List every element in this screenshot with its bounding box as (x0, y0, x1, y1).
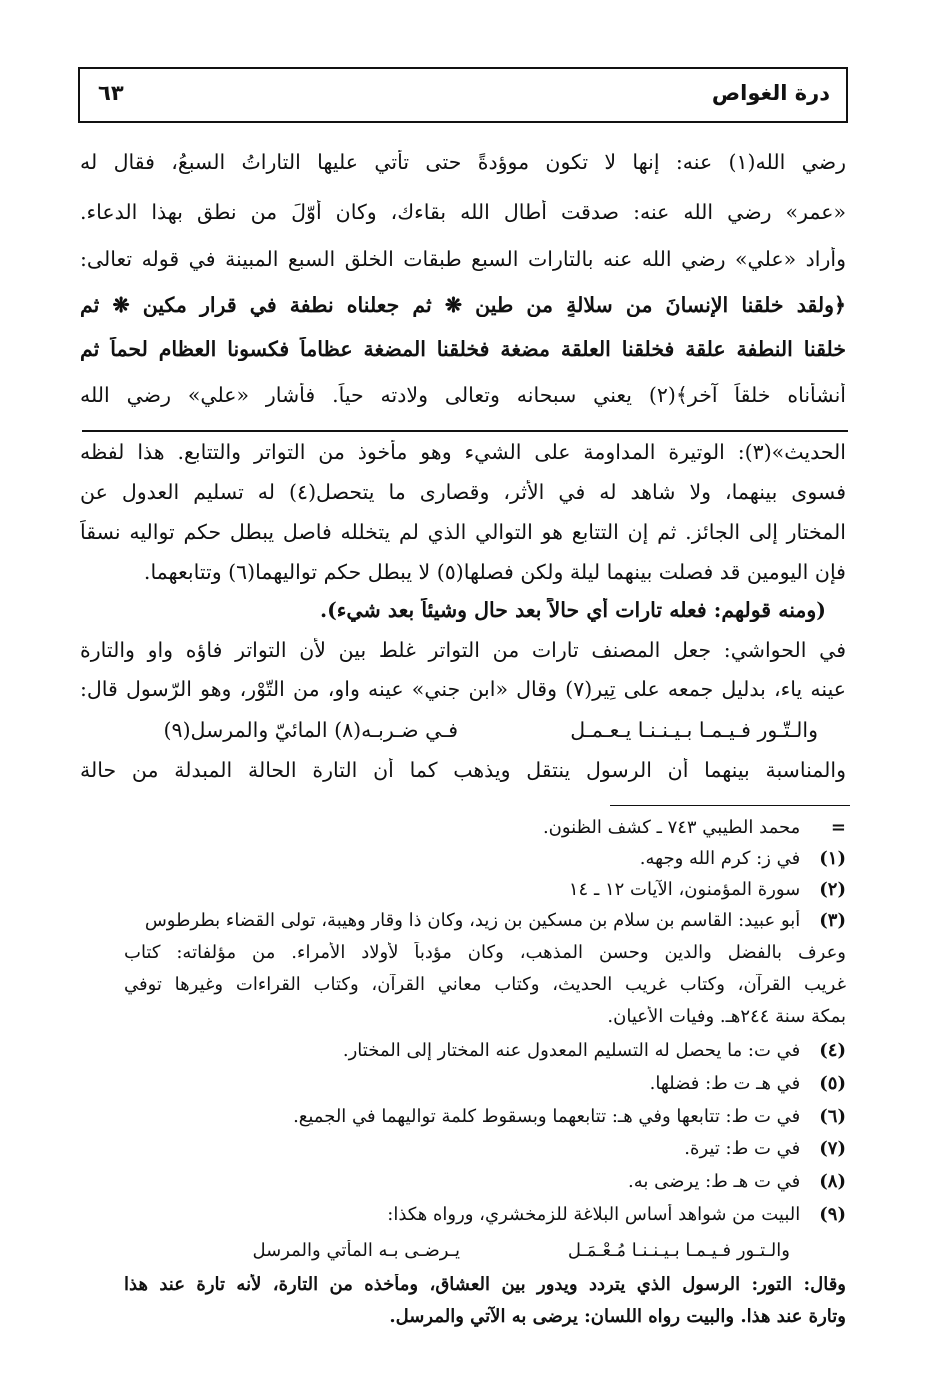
footnote-number: (٨) (819, 1171, 846, 1192)
footnote (80, 1040, 846, 1061)
body-line: وأراد «علي» رضي الله عنه بالتارات السبع طبقات الخلق السبع المبينة في قوله تعالى: (80, 247, 846, 271)
footnote-number: (٩) (819, 1204, 846, 1225)
footnote-continuation: غريب القرآن، وكتاب غريب الحديث، وكتاب معاني القرآن، وكتاب القراءات وغيرها توفي (124, 974, 846, 995)
body-line: «عمر» رضي الله عنه: صدقت أطال الله بقاءك، وكان أوّلَ من نطق بهذا الدعاء. (80, 200, 846, 224)
footnote-number: = (830, 817, 846, 838)
footnote (80, 1073, 846, 1094)
footnote (80, 879, 846, 900)
body-line: أنشأناه خلقاً آخر﴾(٢) يعني سبحانه وتعالى ولادته حياً. فأشار «علي» رضي الله (80, 383, 846, 407)
footnote-verse-hemistich-2: يـرضـى بـه المأتي والمرسل (252, 1240, 460, 1261)
footnote-number: (٦) (819, 1106, 846, 1127)
footnote-number: (٢) (819, 879, 846, 900)
section-heading: (ومنه قولهم: فعله تارات أي حالاً بعد حال وشيئاً بعد شيء). (319, 598, 826, 622)
footnote-text: في هـ ت ط: فضلها. (649, 1073, 801, 1094)
footnote-text: أبو عبيد: القاسم بن سلام بن مسكين بن زيد، وكان ذا وقار وهيبة، تولى القضاء بطرطوس (144, 910, 801, 931)
body-line: رضي الله(١) عنه: إنها لا تكون موؤدةً حتى تأتي عليها التاراتُ السبعُ، فقال له (80, 150, 846, 174)
running-header (78, 67, 848, 123)
body-line: فسوى بينهما، ولا شاهد له في الأثر، وقصارى ما يتحصل(٤) له تسليم العدول عن (80, 480, 846, 504)
quran-verse-line: ﴿ولقد خلقنا الإنسانَ من سلالةٍ من طين ❋ ثم جعلناه نطفة في قرار مكين ❋ ثم (80, 293, 846, 317)
footnote-continuation: وقال: التور: الرسول الذي يتردد ويدور بين العشاق، ومأخذه من التارة، لأنه تارة عند هذا (124, 1274, 846, 1295)
footnote-number: (٧) (819, 1138, 846, 1159)
footnote (80, 1138, 846, 1159)
footnote (80, 1171, 846, 1192)
body-line: والمناسبة بينهما أن الرسول ينتقل ويذهب كما أن التارة الحالة المبدلة من حالة (80, 758, 846, 782)
verse-hemistich-2: فـي ضـربـه(٨) المائيّ والمرسل(٩) (163, 718, 458, 742)
footnote-text: في ت هـ ط: يرضى به. (628, 1171, 801, 1192)
footnote (80, 910, 846, 931)
header-title: درة الغواص (711, 81, 830, 105)
footnote-number: (٥) (819, 1073, 846, 1094)
page-number: ٦٣ (98, 81, 124, 105)
body-line: في الحواشي: جعل المصنف تارات من التواتر غلط بين لأن التواتر فاؤه واو والتارة (80, 638, 846, 662)
footnote-continuation: وتارة عند هذا. والبيت رواه اللسان: يرضى به الآتي والمرسل. (389, 1306, 846, 1327)
footnote-text: في ز: كرم الله وجهه. (639, 848, 801, 869)
body-line: عينه ياء، بدليل جمعه على تِير(٧) وقال «ابن جني» عينه واو، من التّوْر، وهو الرّسول قال: (80, 677, 846, 701)
footnote (80, 1106, 846, 1127)
footnote-continuation: وعرف بالفضل والدين وحسن المذهب، وكان مؤدباً لأولاد الأمراء. من مؤلفاته: كتاب (124, 942, 846, 963)
footnote-text: سورة المؤمنون، الآيات ١٢ ـ ١٤ (568, 879, 801, 900)
body-line: فإن اليومين قد فصلت بينهما ليلة ولكن فصلها(٥) لا يبطل حكم تواليهما(٦) وتتابعهما. (143, 560, 846, 584)
footnote-text: في ت: ما يحصل له التسليم المعدول عنه المختار إلى المختار. (342, 1040, 801, 1061)
footnote-text: في ت ط: تيرة. (684, 1138, 801, 1159)
footnote-continuation: بمكة سنة ٢٤٤هـ. وفيات الأعيان. (607, 1006, 846, 1027)
footnote-number: (١) (819, 848, 846, 869)
footnote (80, 848, 846, 869)
verse-hemistich-1: والـتّـور فـيـمـا بـيـنـنـا يـعـمـل (570, 718, 818, 742)
footnote-text: البيت من شواهد أساس البلاغة للزمخشري، ورواه هكذا: (387, 1204, 801, 1225)
body-line: الحديث»(٣): الوتيرة المداومة على الشيء وهو مأخوذ من التواتر والتتابع. هذا لفظه (80, 440, 846, 464)
footnote-verse-hemistich-1: والـتـور فـيـمـا بـيـنـنـا مُـعْـمَـل (567, 1240, 790, 1261)
footnote (80, 817, 846, 838)
footnote-text: محمد الطيبي ٧٤٣ ـ كشف الظنون. (542, 817, 801, 838)
section-divider (82, 430, 848, 432)
footnote-text: في ت ط: تتابعها وفي هـ: تتابعهما وبسقوط كلمة تواليهما في الجميع. (293, 1106, 801, 1127)
footnote-separator (610, 805, 850, 806)
body-line: المختار إلى الجائز. ثم إن التتابع هو التوالي الذي لم يتخلله فاصل يبطل حكم تواليه نسقاً (80, 520, 846, 544)
footnote (80, 1204, 846, 1225)
footnote-number: (٤) (819, 1040, 846, 1061)
quran-verse-line: خلقنا النطفة علقة فخلقنا العلقة مضغة فخلقنا المضغة عظاماً فكسونا العظام لحماً ثم (80, 337, 846, 361)
footnote-number: (٣) (819, 910, 846, 931)
